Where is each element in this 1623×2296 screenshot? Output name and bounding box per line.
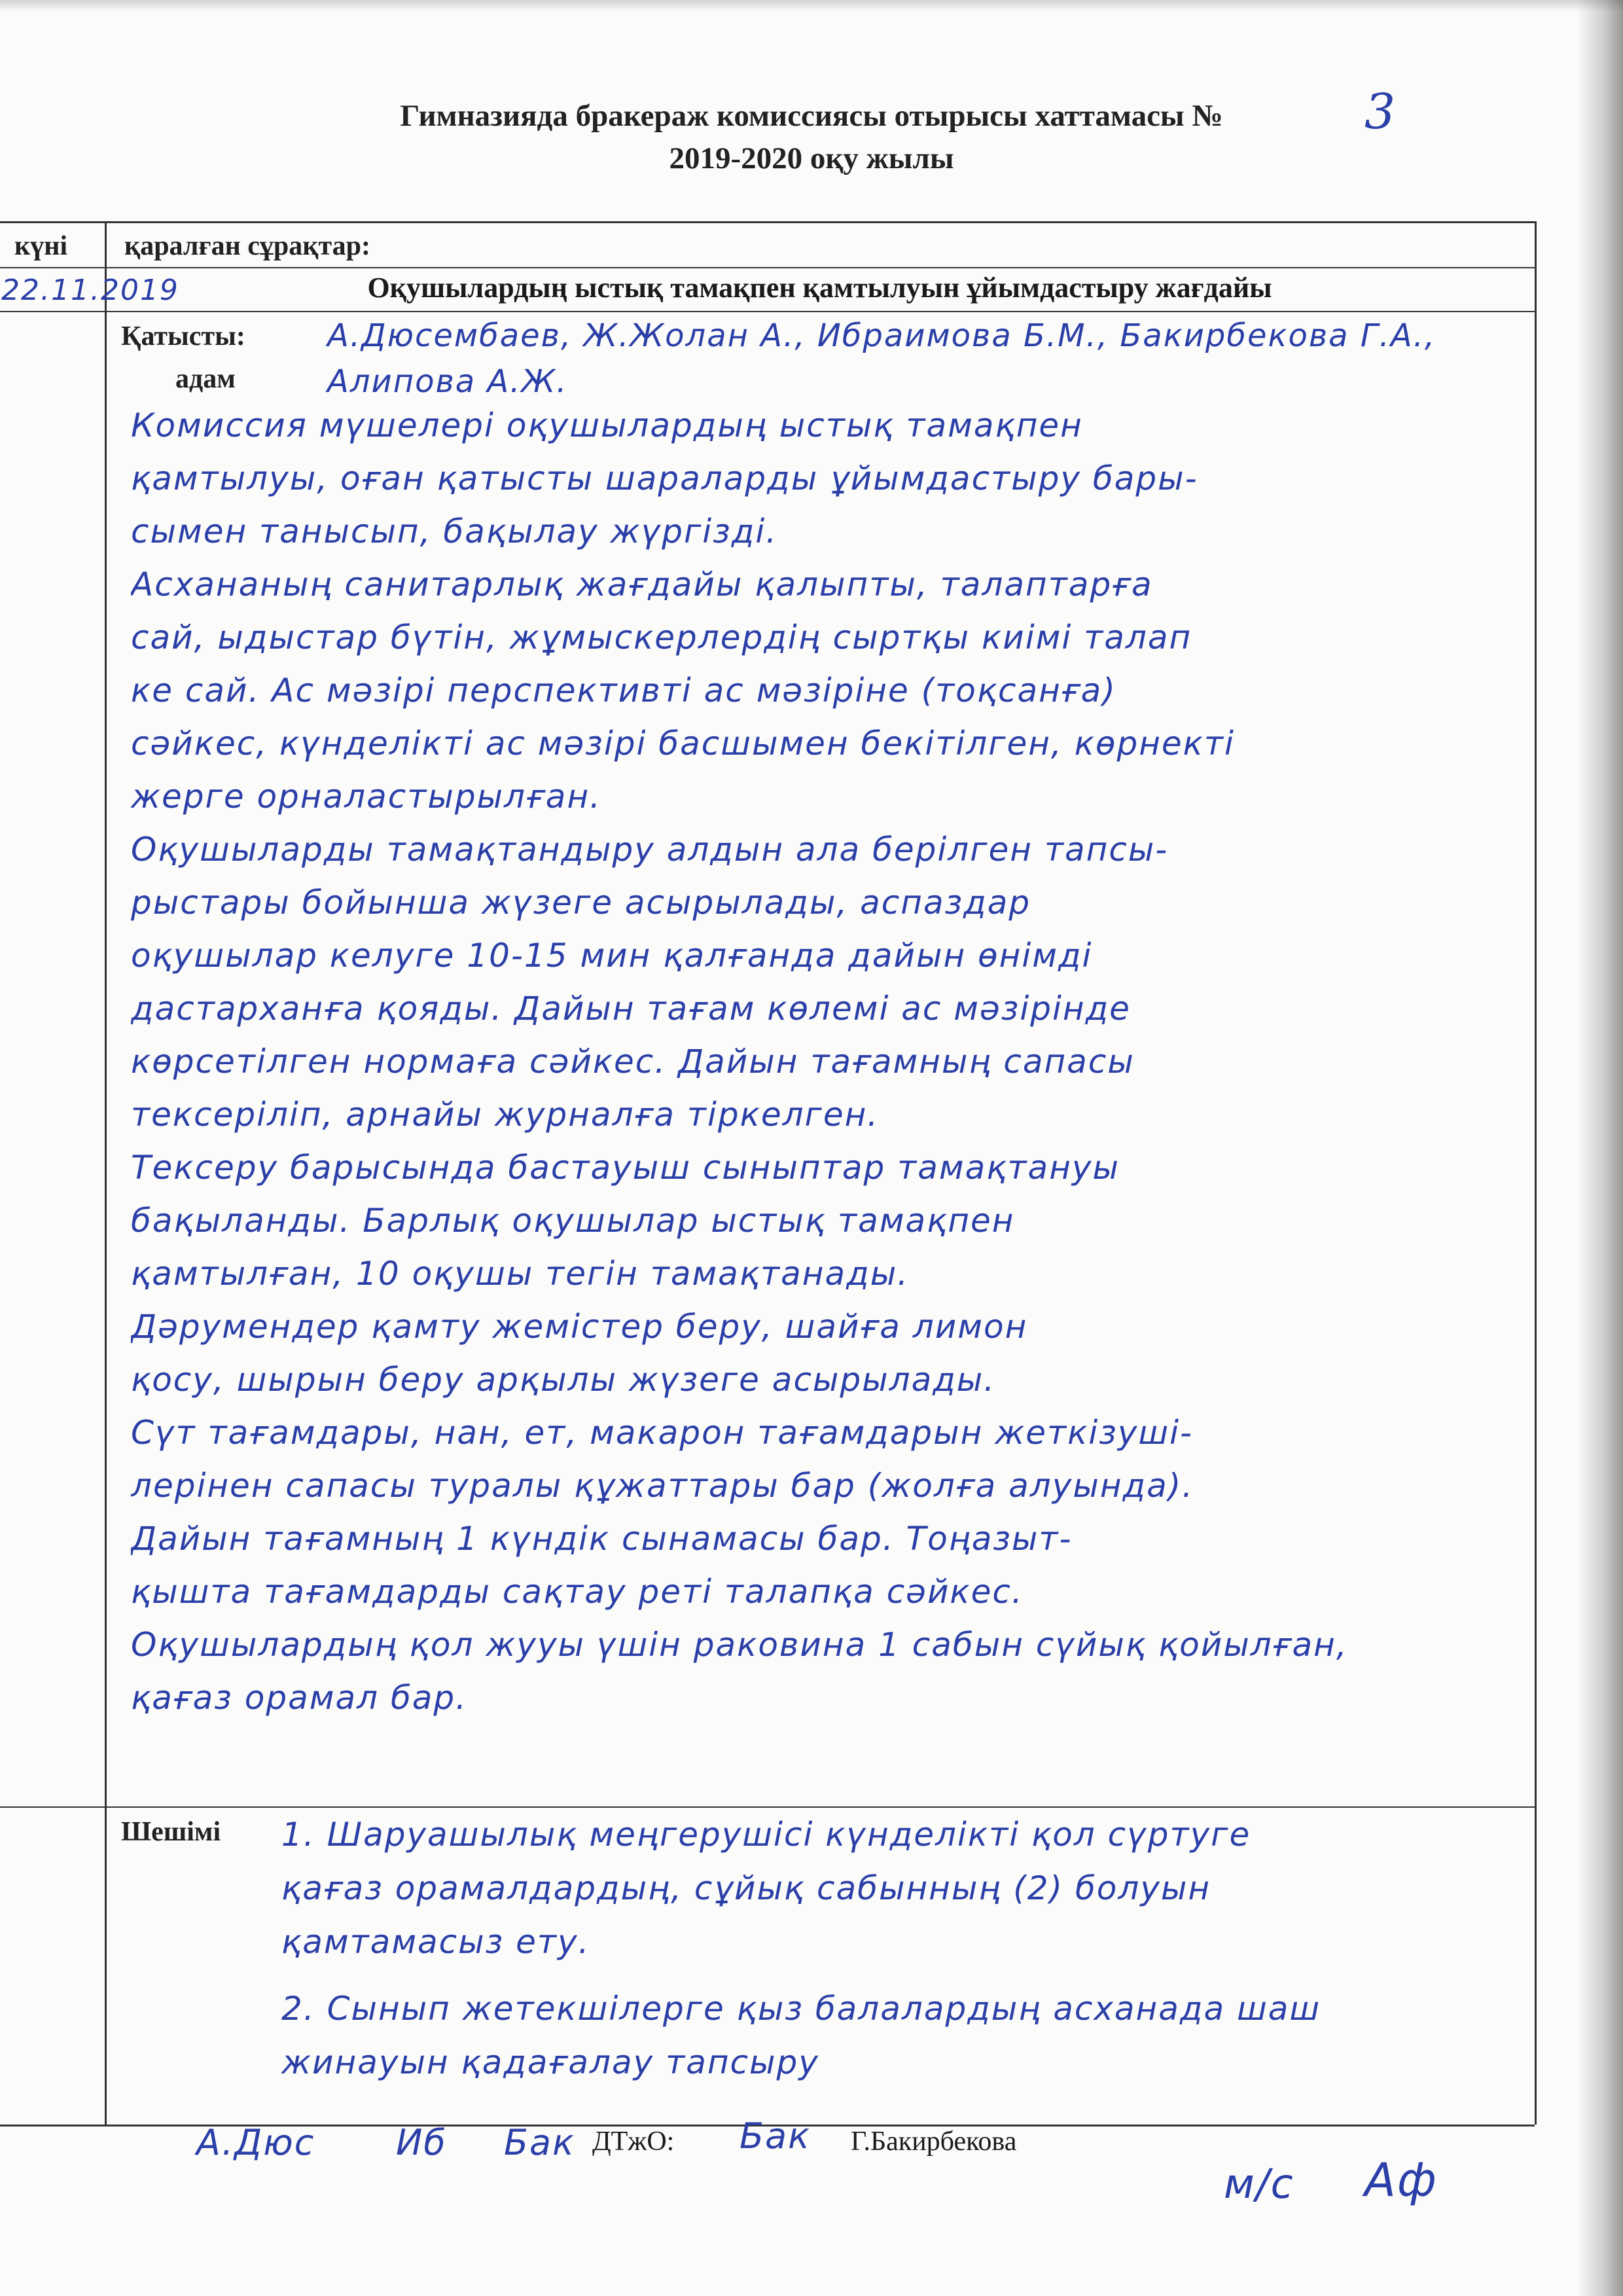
body-line: Оқушылардың қол жууы үшін раковина 1 сабын сүйық қойылған,: [131, 1626, 1348, 1664]
present-label: Қатысты:: [121, 321, 245, 351]
scan-shadow-right: [1577, 0, 1623, 2296]
body-line: қағаз орамал бар.: [131, 1679, 468, 1717]
stamp-mark: м/с: [1224, 2160, 1294, 2208]
present-members: А.Дюсембаев, Ж.Жолан А., Ибраимова Б.М., Бакирбекова Г.А., Алипова А.Ж.: [327, 317, 1436, 400]
academic-year: 2019-2020 оқу жылы: [669, 141, 954, 175]
director-signature: Аф: [1364, 2153, 1438, 2207]
body-line: Комиссия мүшелері оқушылардың ыстық тамақпен: [131, 406, 1083, 444]
table-border-right: [1535, 221, 1537, 2125]
body-line: сәйкес, күнделікті ас мәзірі басшымен бекітілген, көрнекті: [131, 725, 1235, 762]
decision-line: қағаз орамалдардың, сұйық сабынның (2) болуын: [281, 1869, 1211, 1907]
signature: Бак: [504, 2122, 575, 2163]
body-line: Сүт тағамдары, нан, ет, макарон тағамдарын жеткізуші-: [131, 1414, 1194, 1452]
deputy-label: ДТжО:: [592, 2126, 675, 2157]
table-row-divider: [0, 311, 1535, 312]
body-line: сай, ыдыстар бүтін, жұмыскерлердің сыртқы киімі талап: [131, 619, 1192, 656]
body-line: дастарханға қояды. Дайын тағам көлемі ас мәзірінде: [131, 990, 1131, 1028]
body-line: қосу, шырын беру арқылы жүзеге асырылады.: [131, 1361, 996, 1399]
body-line: көрсетілген нормаға сәйкес. Дайын тағамның сапасы: [131, 1043, 1135, 1081]
body-line: оқушылар келуге 10-15 мин қалғанда дайын өнімді: [131, 937, 1093, 975]
body-line: лерінен сапасы туралы құжаттары бар (жолға алуында).: [131, 1467, 1194, 1505]
decision-label: Шешімі: [121, 1817, 221, 1847]
body-line: рыстары бойынша жүзеге асырылады, аспаздар: [131, 884, 1031, 922]
body-line: Дайын тағамның 1 күндік сынамасы бар. Тоңазыт-: [131, 1520, 1073, 1558]
scan-shadow-top: [0, 0, 1623, 12]
table-column-divider: [105, 221, 107, 2125]
decision-line: қамтамасыз ету.: [281, 1923, 590, 1961]
body-line: Асхананың санитарлық жағдайы қалыпты, талаптарға: [131, 565, 1153, 603]
column-header-questions: қаралған сұрақтар:: [124, 231, 370, 261]
meeting-date: 22.11.2019: [1, 274, 179, 307]
body-line: қамтылған, 10 оқушы тегін тамақтанады.: [131, 1255, 910, 1293]
deputy-name: Г.Бакирбекова: [851, 2126, 1017, 2157]
meeting-topic: Оқушылардың ыстық тамақпен қамтылуын ұйымдастыру жағдайы: [367, 272, 1272, 304]
body-line: қышта тағамдарды сақтау реті талапқа сәйкес.: [131, 1573, 1024, 1611]
body-line: сымен танысып, бақылау жүргізді.: [131, 512, 778, 550]
body-line: жерге орналастырылған.: [131, 778, 602, 816]
body-line: тексеріліп, арнайы журналға тіркелген.: [131, 1096, 880, 1134]
minutes-body: [131, 399, 1531, 1725]
body-line: Дәрумендер қамту жемістер беру, шайға лимон: [131, 1308, 1028, 1346]
decision-list: [281, 1808, 1531, 2089]
document-title: Гимназияда бракераж комиссиясы отырысы хаттамасы №: [400, 99, 1223, 133]
table-border-top: [0, 221, 1535, 223]
body-line: Оқушыларды тамақтандыру алдын ала берілген тапсы-: [131, 831, 1169, 869]
deputy-signature: Бак: [740, 2115, 811, 2157]
protocol-number: 3: [1364, 84, 1396, 140]
decision-line: жинауын қадағалау тапсыру: [281, 2043, 819, 2081]
column-header-day: күні: [14, 231, 68, 261]
body-line: Тексеру барысында бастауыш сыныптар тамақтануы: [131, 1149, 1120, 1187]
table-row-divider: [0, 267, 1535, 268]
body-line: ке сай. Ас мәзірі перспективті ас мәзіріне (тоқсанға): [131, 672, 1116, 709]
decision-line: 1. Шаруашылық меңгерушісі күнделікті қол сүртуге: [281, 1816, 1251, 1854]
body-line: қамтылуы, оған қатысты шараларды ұйымдастыру бары-: [131, 459, 1198, 497]
signature: Иб: [396, 2122, 447, 2163]
decision-line: 2. Сынып жетекшілерге қыз балалардың асханада шаш: [281, 1990, 1321, 2028]
body-line: бақыланды. Барлық оқушылар ыстық тамақпен: [131, 1202, 1015, 1240]
signature: А.Дюс: [196, 2122, 315, 2163]
person-label: адам: [175, 364, 236, 394]
